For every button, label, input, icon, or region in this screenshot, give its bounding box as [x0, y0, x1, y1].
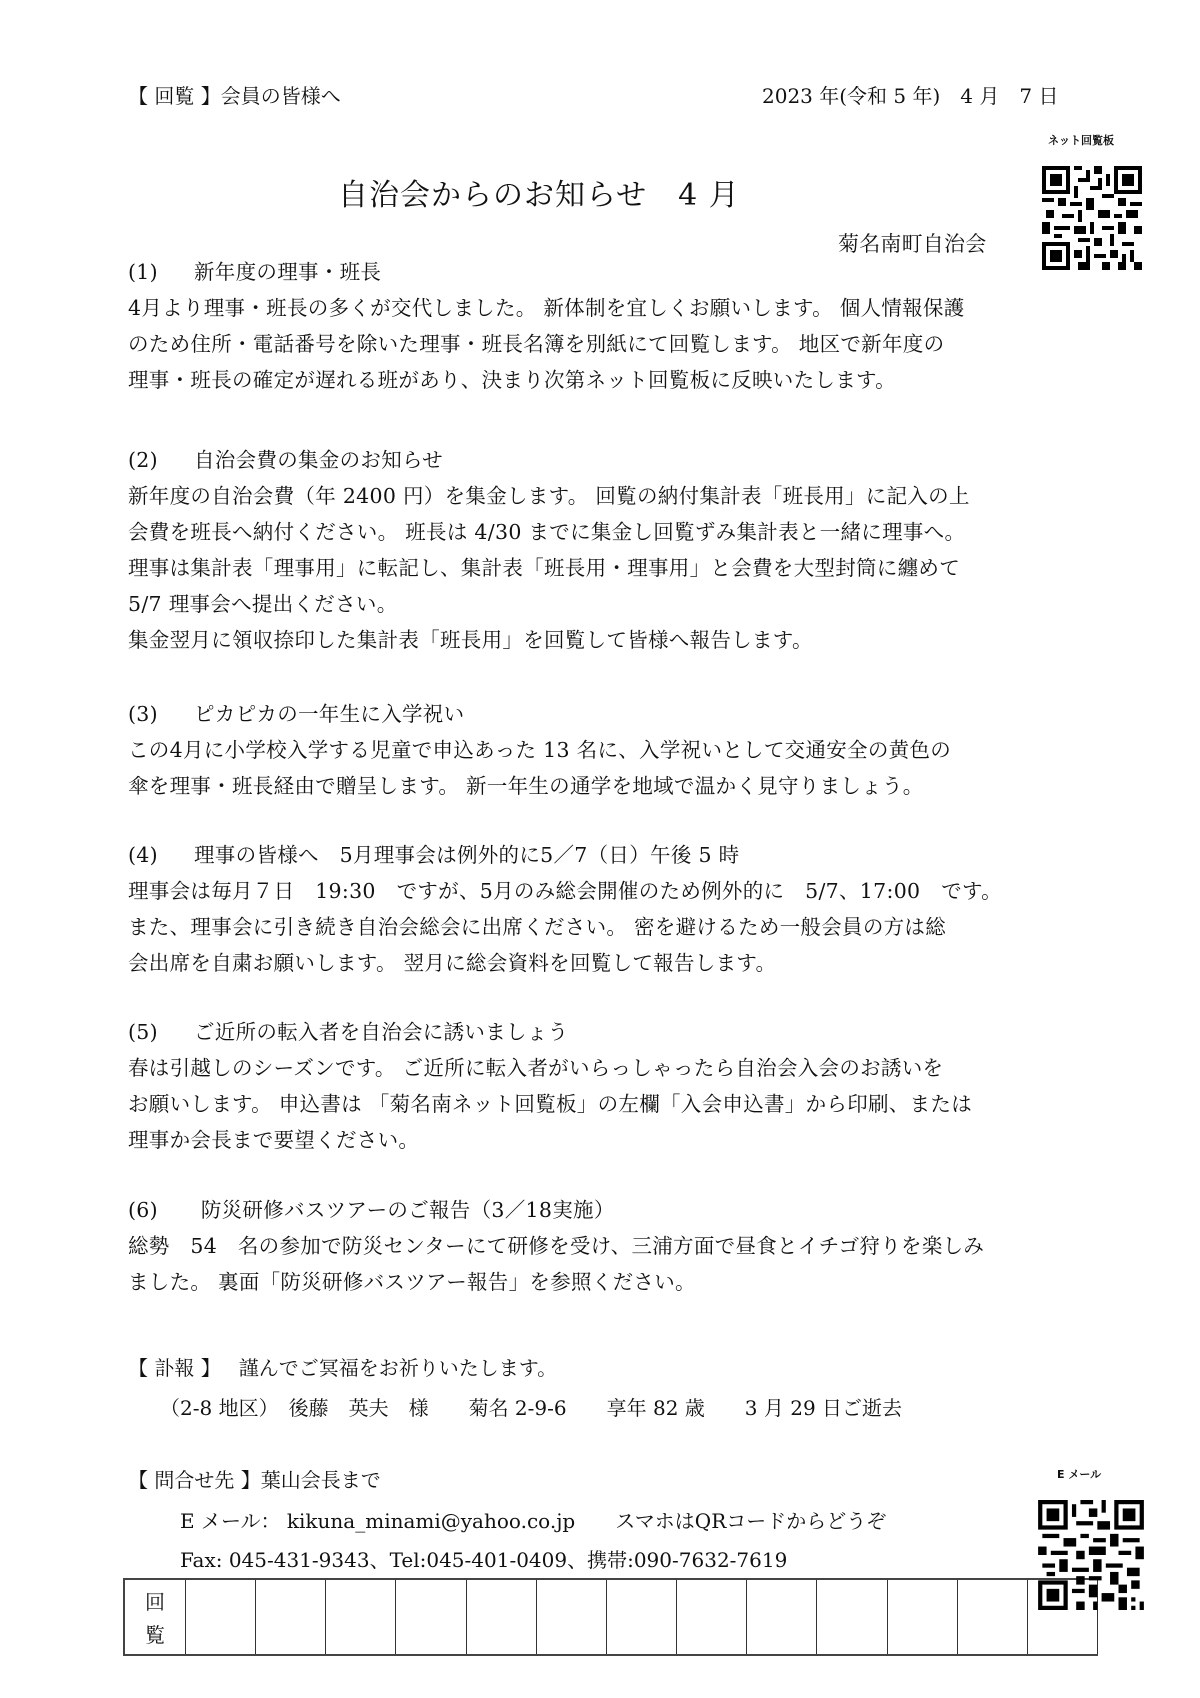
obituary-message: 謹んでご冥福をお祈りいたします。 — [238, 1356, 558, 1380]
section-body-line: また、理事会に引き続き自治会総会に出席ください。 密を避けるため一般会員の方は総 — [128, 915, 947, 939]
circulation-tag: 【 回覧 】会員の皆様へ — [128, 84, 341, 108]
section-body-line: 理事会は毎月７日 19:30 ですが、5月のみ総会開催のため例外的に 5/7、17:00 です。 — [128, 879, 1002, 903]
kairan-sign-cell[interactable] — [396, 1580, 466, 1654]
kairan-sign-cell[interactable] — [537, 1580, 607, 1654]
section-body-line: 会出席を自粛お願いします。 翌月に総会資料を回覧して報告します。 — [128, 951, 777, 975]
contact-tag: 【 問合せ先 】葉山会長まで — [128, 1468, 381, 1492]
kairan-sign-cell[interactable] — [677, 1580, 747, 1654]
section-body-line: のため住所・電話番号を除いた理事・班長名簿を別紙にて回覧します。 地区で新年度の — [128, 332, 945, 356]
section-heading — [128, 442, 1128, 478]
obituary-tag: 【 訃報 】 — [128, 1356, 221, 1380]
section-title: 自治会費の集金のお知らせ — [194, 448, 443, 472]
section-heading — [128, 1192, 1128, 1228]
section-body-line: この4月に小学校入学する児童で申込あった 13 名に、入学祝いとして交通安全の黄色の — [128, 738, 952, 762]
section-number: (4) — [128, 843, 158, 867]
section-number: (2) — [128, 448, 158, 472]
organization-name: 菊名南町自治会 — [838, 232, 987, 256]
section-body-line: 傘を理事・班長経由で贈呈します。 新一年生の通学を地域で温かく見守りましょう。 — [128, 774, 924, 798]
section-body-line: 集金翌月に領収捺印した集計表「班長用」を回覧して皆様へ報告します。 — [128, 628, 813, 652]
kairan-sign-cell[interactable] — [467, 1580, 537, 1654]
section-title: 新年度の理事・班長 — [194, 260, 382, 284]
section-1 — [128, 254, 1128, 398]
section-body-line: 5/7 理事会へ提出ください。 — [128, 592, 398, 616]
section-body-line: 会費を班長へ納付ください。 班長は 4/30 までに集金し回覧ずみ集計表と一緒に理事へ。 — [128, 520, 966, 544]
section-body-line: ました。 裏面「防災研修バスツアー報告」を参照ください。 — [128, 1270, 696, 1294]
qr-code-email[interactable] — [1038, 1500, 1144, 1610]
issue-date: 2023 年(令和 5 年) 4 月 7 日 — [762, 84, 1059, 108]
qr-code-icon — [1038, 1500, 1144, 1610]
section-body-line: 理事は集計表「理事用」に転記し、集計表「班長用・理事用」と会費を大型封筒に纏めて — [128, 556, 960, 580]
section-body-line: 理事か会長まで要望ください。 — [128, 1128, 420, 1152]
obituary-detail: （2-8 地区） 後藤 英夫 様 菊名 2-9-6 享年 82 歳 3 月 29 日ご逝去 — [160, 1396, 903, 1420]
section-body-line: 4月より理事・班長の多くが交代しました。 新体制を宜しくお願いします。 個人情報保護 — [128, 296, 965, 320]
kairan-header-cell — [125, 1580, 186, 1654]
section-title: 防災研修バスツアーのご報告（3／18実施） — [194, 1198, 615, 1222]
kairan-sign-cell[interactable] — [958, 1580, 1028, 1654]
section-5 — [128, 1014, 1128, 1158]
contact-phone-line: Fax: 045-431-9343、Tel:045-401-0409、携帯:090-7632-7619 — [180, 1548, 788, 1572]
section-6 — [128, 1192, 1128, 1300]
section-body-line: 春は引越しのシーズンです。 ご近所に転入者がいらっしゃったら自治会入会のお誘いを — [128, 1056, 944, 1080]
section-number: (1) — [128, 260, 158, 284]
section-4 — [128, 837, 1128, 981]
obituary-block — [128, 1352, 557, 1381]
page-title: 自治会からのお知らせ 4 月 — [338, 178, 740, 213]
section-heading — [128, 254, 1128, 290]
section-heading — [128, 696, 1128, 732]
section-heading — [128, 837, 1128, 873]
kairan-header-char: 覧 — [145, 1623, 165, 1647]
kairan-sign-cell[interactable] — [256, 1580, 326, 1654]
section-title: ご近所の転入者を自治会に誘いましょう — [194, 1020, 569, 1044]
section-number: (5) — [128, 1020, 158, 1044]
section-title: ピカピカの一年生に入学祝い — [194, 702, 465, 726]
kairan-header-char: 回 — [145, 1590, 165, 1614]
qr-label-email: E メール — [1057, 1468, 1102, 1481]
section-2 — [128, 442, 1128, 658]
section-3 — [128, 696, 1128, 804]
section-body-line: 新年度の自治会費（年 2400 円）を集金します。 回覧の納付集計表「班長用」に記入の上 — [128, 484, 970, 508]
kairan-sign-cell[interactable] — [607, 1580, 677, 1654]
section-heading — [128, 1014, 1128, 1050]
section-body-line: お願いします。 申込書は 「菊名南ネット回覧板」の左欄「入会申込書」から印刷、または — [128, 1092, 972, 1116]
section-number: (6) — [128, 1198, 158, 1222]
section-title: 理事の皆様へ 5月理事会は例外的に5／7（日）午後 5 時 — [194, 843, 740, 867]
contact-email-line[interactable]: E メール： kikuna_minami@yahoo.co.jp スマホはQRコードからどうぞ — [180, 1509, 887, 1533]
kairan-sign-cell[interactable] — [186, 1580, 256, 1654]
section-body-line: 総勢 54 名の参加で防災センターにて研修を受け、三浦方面で昼食とイチゴ狩りを楽しみ — [128, 1234, 985, 1258]
kairan-sign-cell[interactable] — [888, 1580, 958, 1654]
kairan-sign-cell[interactable] — [326, 1580, 396, 1654]
kairan-sign-cell[interactable] — [817, 1580, 887, 1654]
section-number: (3) — [128, 702, 158, 726]
qr-label-net-kairanban: ネット回覧板 — [1048, 134, 1114, 147]
kairan-sign-table — [123, 1578, 1098, 1656]
section-body-line: 理事・班長の確定が遅れる班があり、決まり次第ネット回覧板に反映いたします。 — [128, 368, 896, 392]
kairan-sign-cell[interactable] — [747, 1580, 817, 1654]
